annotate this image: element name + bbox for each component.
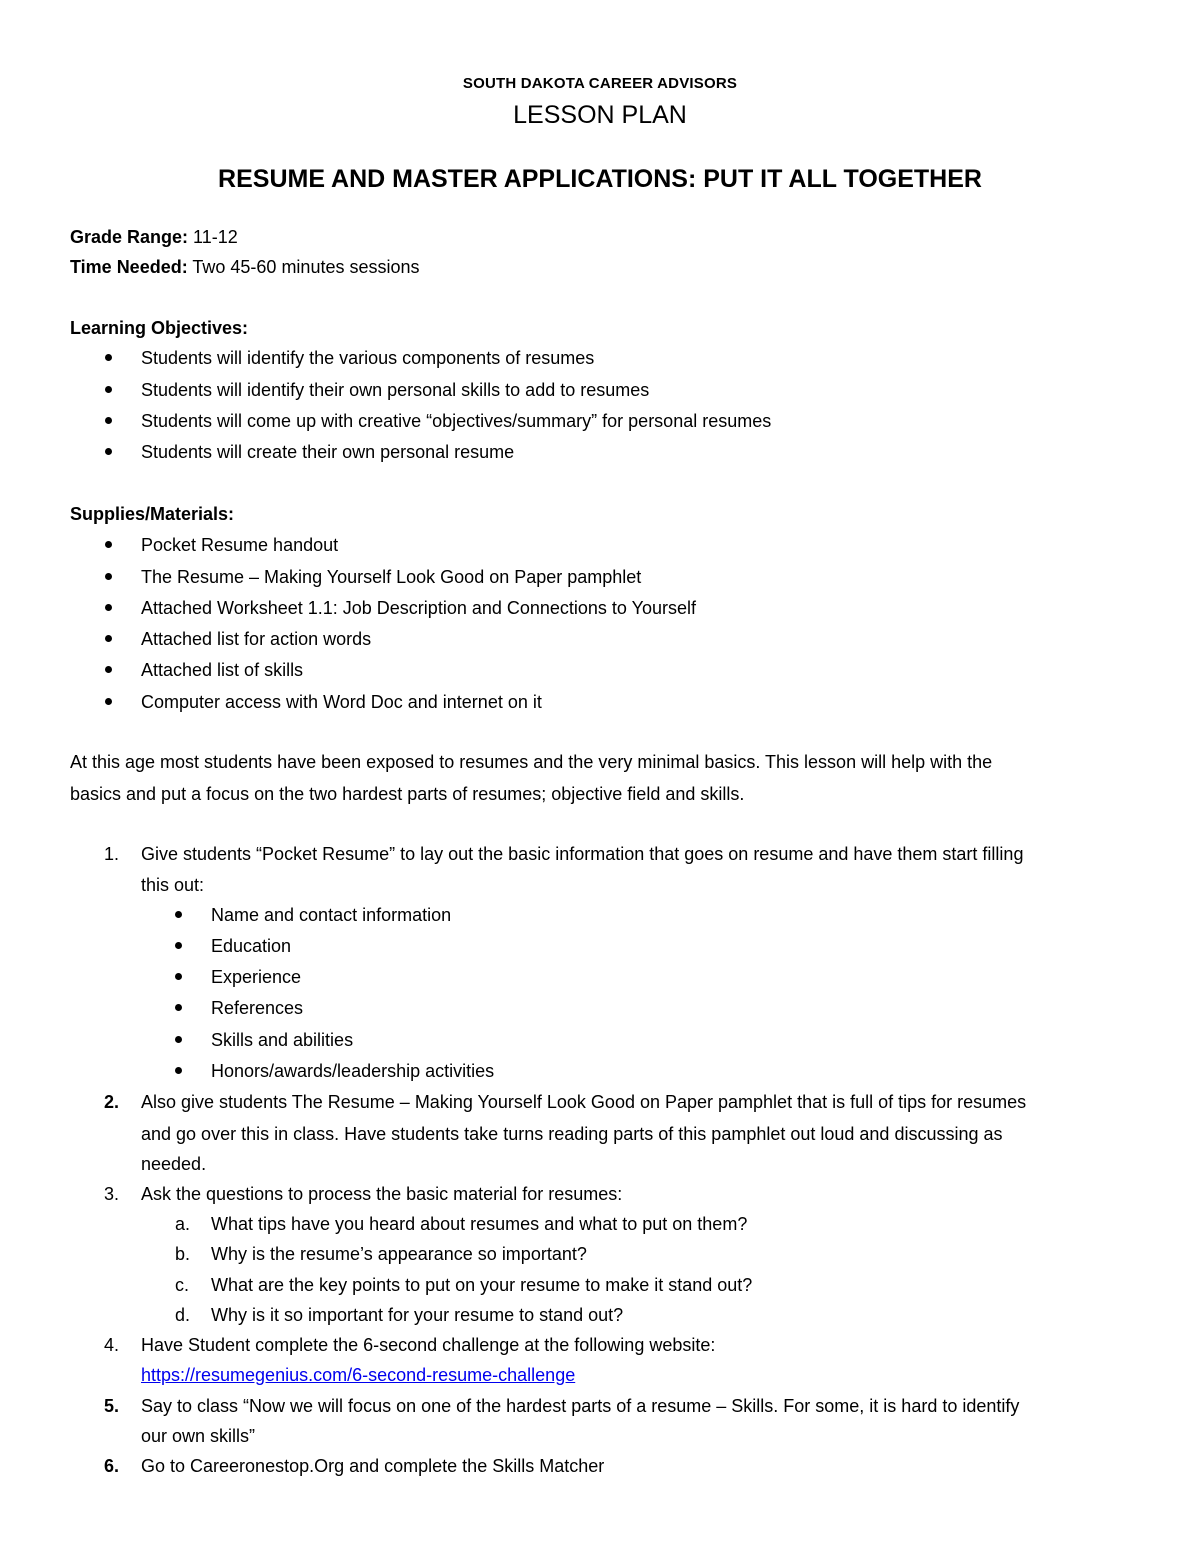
- question-letter: c.: [175, 1275, 190, 1295]
- step-line: our own skills”: [141, 1426, 256, 1446]
- bullet-icon: [175, 973, 182, 980]
- objective-item: Students will create their own personal resume: [141, 442, 515, 462]
- supply-item: The Resume – Making Yourself Look Good on Paper pamphlet: [141, 567, 642, 587]
- supply-item: Attached list of skills: [141, 660, 304, 680]
- step-line: Say to class “Now we will focus on one of the hardest parts of a resume – Skills. For some, it is hard to identify: [141, 1396, 1020, 1416]
- step-line: Also give students The Resume – Making Yourself Look Good on Paper pamphlet that is full of tips for resumes: [141, 1092, 1027, 1112]
- bullet-icon: [105, 698, 112, 705]
- step-subitem: Honors/awards/leadership activities: [211, 1061, 495, 1081]
- question-letter: d.: [175, 1305, 191, 1325]
- step-line: needed.: [141, 1154, 207, 1174]
- step-subitem: Education: [211, 936, 292, 956]
- question-text: What are the key points to put on your resume to make it stand out?: [211, 1275, 753, 1295]
- step-subitem: Experience: [211, 967, 302, 987]
- step-line: Go to Careeronestop.Org and complete the Skills Matcher: [141, 1456, 605, 1476]
- organization-name: SOUTH DAKOTA CAREER ADVISORS: [462, 75, 738, 92]
- time-needed-value: Two 45-60 minutes sessions: [192, 257, 420, 277]
- question-text: Why is the resume’s appearance so important?: [211, 1244, 587, 1264]
- step-number: 6.: [104, 1456, 120, 1476]
- question-text: What tips have you heard about resumes and what to put on them?: [211, 1214, 748, 1234]
- page-title: RESUME AND MASTER APPLICATIONS: PUT IT ALL TOGETHER: [218, 165, 982, 193]
- objectives-heading: Learning Objectives:: [70, 318, 249, 338]
- objective-item: Students will come up with creative “objectives/summary” for personal resumes: [141, 411, 772, 431]
- bullet-icon: [105, 541, 112, 548]
- time-needed-label: Time Needed:: [70, 257, 188, 277]
- question-letter: b.: [175, 1244, 191, 1264]
- step-number: 1.: [104, 844, 120, 864]
- bullet-icon: [105, 666, 112, 673]
- resume-challenge-link[interactable]: https://resumegenius.com/6-second-resume-challenge: [141, 1365, 576, 1385]
- step-number: 5.: [104, 1396, 120, 1416]
- intro-line: basics and put a focus on the two hardest parts of resumes; objective field and skills.: [70, 784, 745, 804]
- bullet-icon: [105, 604, 112, 611]
- step-number: 4.: [104, 1335, 120, 1355]
- grade-range-value: 11-12: [193, 227, 238, 247]
- objective-item: Students will identify their own personal skills to add to resumes: [141, 380, 650, 400]
- grade-range-label: Grade Range:: [70, 227, 189, 247]
- supply-item: Attached list for action words: [141, 629, 372, 649]
- bullet-icon: [105, 417, 112, 424]
- step-subitem: Name and contact information: [211, 905, 452, 925]
- question-letter: a.: [175, 1214, 191, 1234]
- bullet-icon: [175, 1004, 182, 1011]
- document-type: LESSON PLAN: [513, 101, 687, 129]
- supplies-heading: Supplies/Materials:: [70, 504, 235, 524]
- step-line: this out:: [141, 875, 205, 895]
- bullet-icon: [105, 354, 112, 361]
- bullet-icon: [175, 1036, 182, 1043]
- bullet-icon: [105, 635, 112, 642]
- bullet-icon: [175, 911, 182, 918]
- supply-item: Attached Worksheet 1.1: Job Description and Connections to Yourself: [141, 598, 697, 618]
- step-subitem: Skills and abilities: [211, 1030, 354, 1050]
- supply-item: Computer access with Word Doc and internet on it: [141, 692, 542, 712]
- bullet-icon: [175, 942, 182, 949]
- time-needed: [70, 256, 420, 278]
- step-line: Ask the questions to process the basic material for resumes:: [141, 1184, 623, 1204]
- supply-item: Pocket Resume handout: [141, 535, 339, 555]
- step-number: 2.: [104, 1092, 120, 1112]
- grade-range: [70, 226, 238, 248]
- question-text: Why is it so important for your resume to stand out?: [211, 1305, 624, 1325]
- bullet-icon: [105, 386, 112, 393]
- bullet-icon: [105, 573, 112, 580]
- objective-item: Students will identify the various components of resumes: [141, 348, 595, 368]
- bullet-icon: [105, 448, 112, 455]
- step-line: Have Student complete the 6-second challenge at the following website:: [141, 1335, 716, 1355]
- step-line: and go over this in class. Have students take turns reading parts of this pamphlet out loud and discussing as: [141, 1124, 1003, 1144]
- step-number: 3.: [104, 1184, 120, 1204]
- step-subitem: References: [211, 998, 304, 1018]
- bullet-icon: [175, 1067, 182, 1074]
- intro-line: At this age most students have been exposed to resumes and the very minimal basics. This lesson will help with the: [70, 752, 993, 772]
- step-line: Give students “Pocket Resume” to lay out the basic information that goes on resume and have them start filling: [141, 844, 1024, 864]
